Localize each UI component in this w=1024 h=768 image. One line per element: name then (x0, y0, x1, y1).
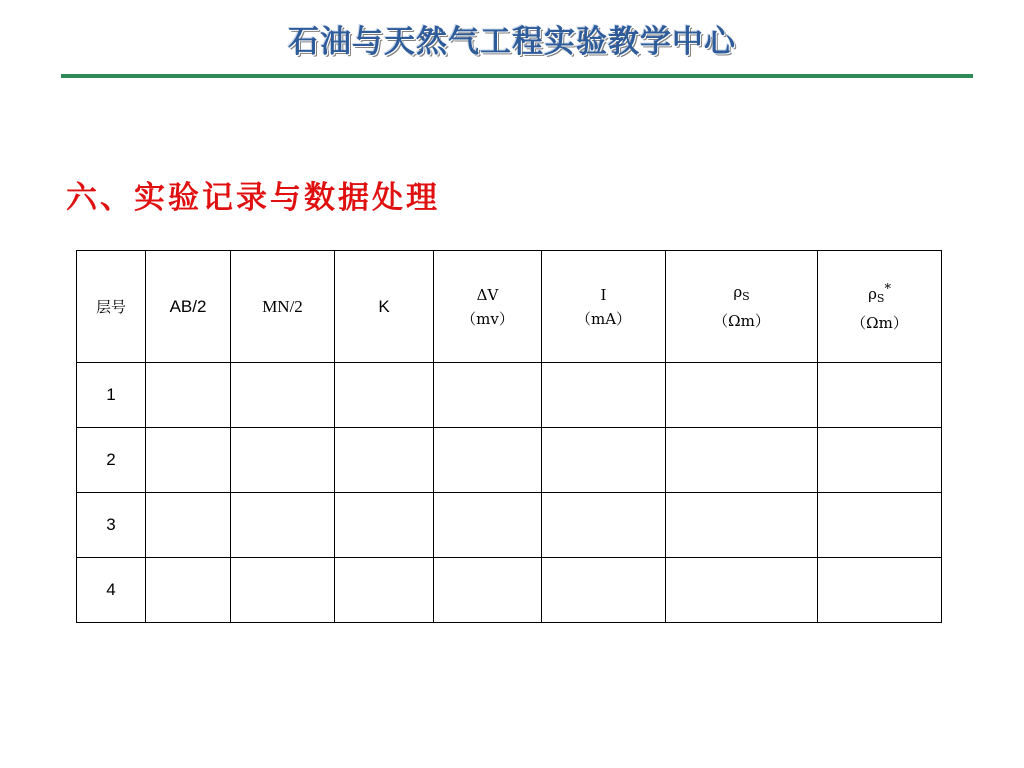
table-row (77, 363, 942, 428)
column-header-label: ρ (868, 285, 877, 303)
row-number-cell: 1 (77, 363, 146, 428)
table-cell[interactable] (818, 493, 942, 558)
table-cell[interactable] (231, 558, 335, 623)
column-header-unit: （Ωm） (851, 314, 908, 332)
table-cell[interactable] (666, 493, 818, 558)
header-title: 石油与天然气工程实验教学中心 (288, 24, 736, 60)
column-header-label: ΔV (476, 285, 499, 304)
column-header-unit: （mv） (461, 309, 514, 328)
table-cell[interactable] (231, 363, 335, 428)
table-cell[interactable] (542, 363, 666, 428)
table-cell[interactable] (434, 363, 542, 428)
table-cell[interactable] (542, 428, 666, 493)
table-cell[interactable] (335, 428, 434, 493)
column-header-delta-v (434, 251, 542, 363)
row-number-cell: 4 (77, 558, 146, 623)
table-cell[interactable] (146, 558, 231, 623)
table-cell[interactable] (335, 363, 434, 428)
column-header-label: MN/2 (262, 296, 303, 316)
section-heading: 六、实验记录与数据处理 (66, 180, 440, 216)
table-row (77, 428, 942, 493)
table-cell[interactable] (335, 558, 434, 623)
column-header-label: K (378, 296, 390, 316)
column-header-k (335, 251, 434, 363)
column-header-layer-number (77, 251, 146, 363)
table-cell[interactable] (666, 363, 818, 428)
column-header-mn-half (231, 251, 335, 363)
table-cell[interactable] (434, 558, 542, 623)
row-number-cell: 3 (77, 493, 146, 558)
table-cell[interactable] (542, 558, 666, 623)
table-cell[interactable] (146, 493, 231, 558)
table-cell[interactable] (818, 558, 942, 623)
column-header-label: 层号 (95, 298, 126, 316)
column-header-rho-s-star (818, 251, 942, 363)
table-cell[interactable] (146, 363, 231, 428)
table-row (77, 493, 942, 558)
column-header-unit: （mA） (575, 309, 632, 328)
table-cell[interactable] (818, 428, 942, 493)
column-header-ab-half (146, 251, 231, 363)
table-cell[interactable] (666, 558, 818, 623)
table-row (77, 558, 942, 623)
row-number-cell: 2 (77, 428, 146, 493)
table-cell[interactable] (434, 428, 542, 493)
table-cell[interactable] (434, 493, 542, 558)
header-divider (61, 74, 973, 78)
column-header-label: I (600, 285, 607, 304)
table-cell[interactable] (542, 493, 666, 558)
table-cell[interactable] (231, 493, 335, 558)
column-header-label: AB/2 (169, 296, 207, 316)
table-cell[interactable] (231, 428, 335, 493)
table-cell[interactable] (335, 493, 434, 558)
column-header-subscript: S (876, 292, 885, 305)
table-cell[interactable] (818, 363, 942, 428)
column-header-superscript: * (884, 282, 891, 297)
record-table (76, 250, 942, 623)
table-header-row (77, 251, 942, 363)
table-cell[interactable] (146, 428, 231, 493)
column-header-current (542, 251, 666, 363)
column-header-unit: （Ωm） (713, 312, 770, 330)
column-header-rho-s (666, 251, 818, 363)
column-header-subscript: S (742, 290, 750, 303)
table-cell[interactable] (666, 428, 818, 493)
column-header-label: ρ (733, 283, 743, 301)
